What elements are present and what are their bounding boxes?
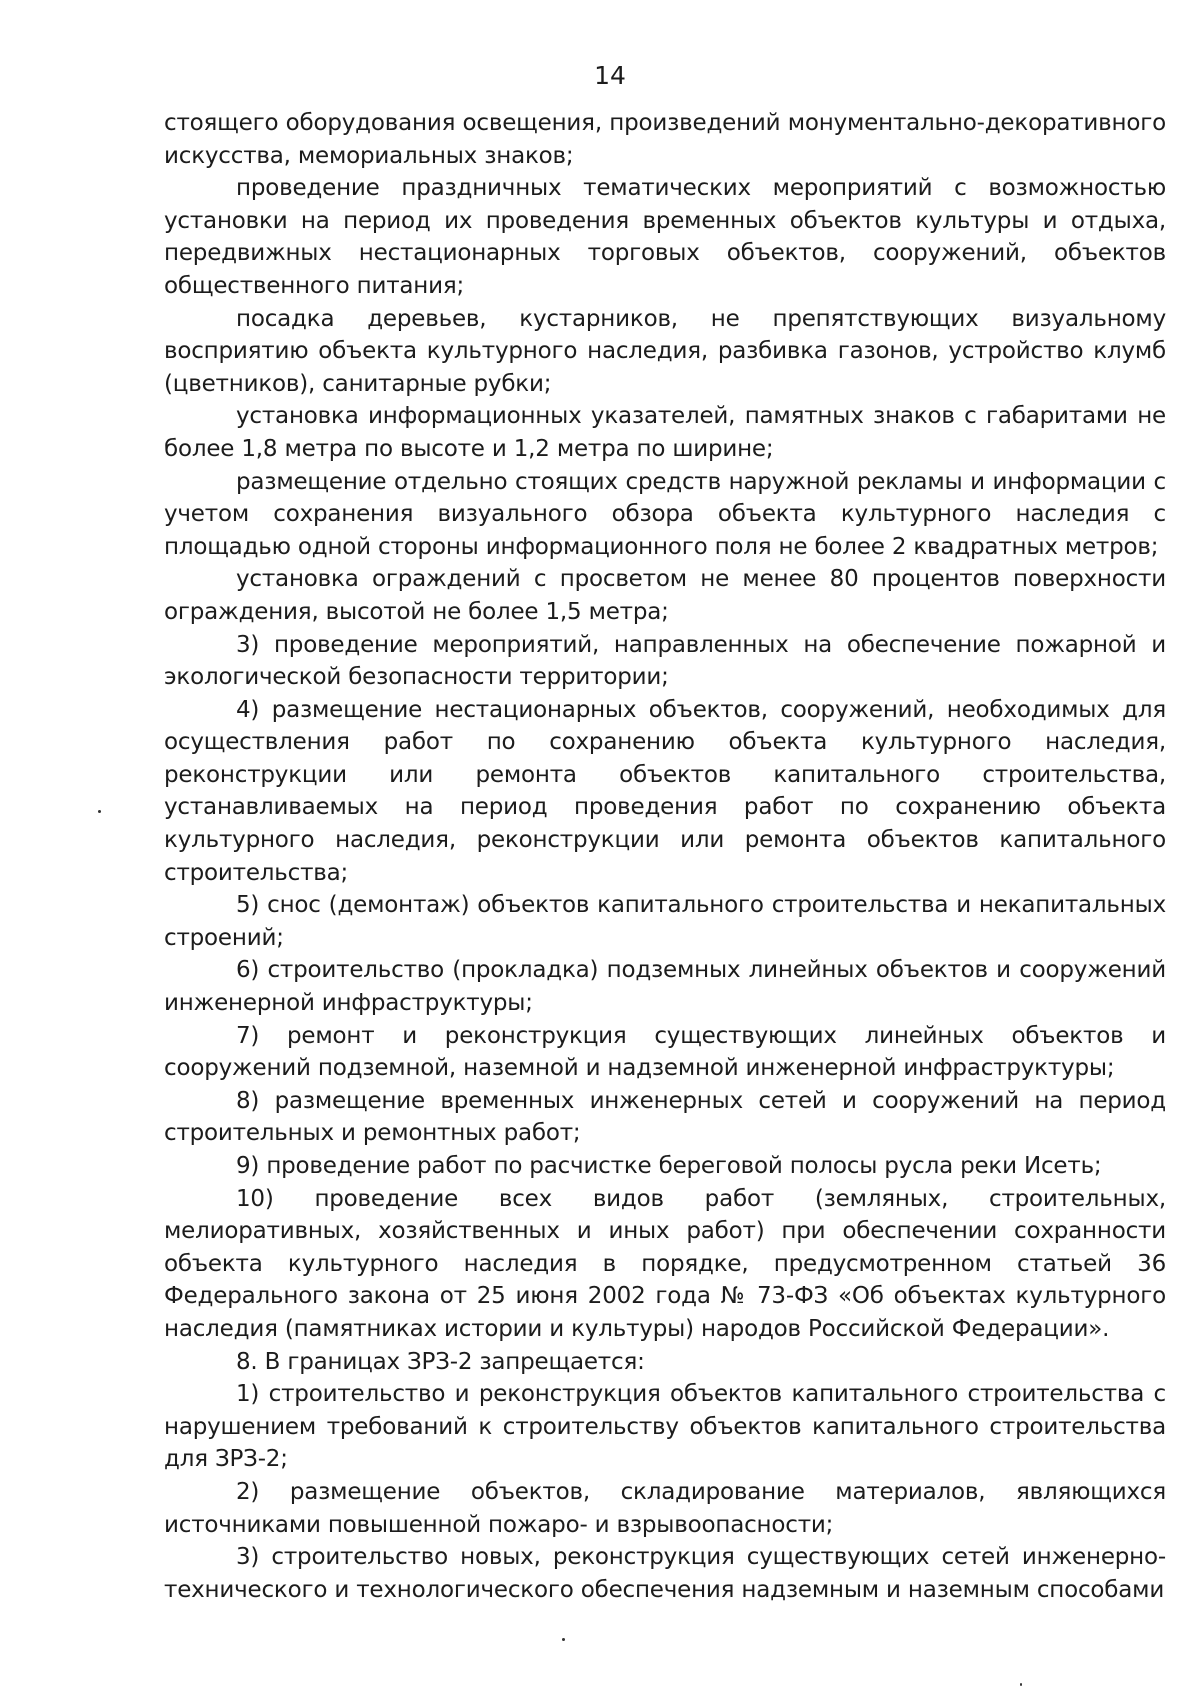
paragraph: 3) проведение мероприятий, направленных на обеспечение пожарной и экологической безопасности территории;: [164, 631, 1166, 691]
document-body: [164, 107, 1166, 1606]
paragraph: 3) строительство новых, реконструкция существующих сетей инженерно-технического и технологического обеспечения надземным и наземным способами: [164, 1544, 1166, 1603]
paragraph: 5) снос (демонтаж) объектов капитального строительства и некапитальных строений;: [164, 892, 1166, 951]
paragraph: 9) проведение работ по расчистке береговой полосы русла реки Исеть;: [236, 1153, 1102, 1179]
paragraph: 6) строительство (прокладка) подземных линейных объектов и сооружений инженерной инфраструктуры;: [164, 957, 1166, 1017]
page-number: 14: [594, 61, 626, 90]
paragraph: проведение праздничных тематических мероприятий с возможностью установки на период их проведения временных объектов культуры и отдыха, передвижных нестационарных торговых объектов, сооружений, объектов общественного питания;: [164, 175, 1166, 299]
paragraph: 8) размещение временных инженерных сетей и сооружений на период строительных и ремонтных работ;: [164, 1087, 1166, 1147]
paragraph: 2) размещение объектов, складирование материалов, являющихся источниками повышенной пожаро- и взрывоопасности;: [164, 1478, 1166, 1538]
paragraph: установка ограждений с просветом не менее 80 процентов поверхности ограждения, высотой не более 1,5 метра;: [164, 566, 1166, 625]
paragraph: 10) проведение всех видов работ (земляных, строительных, мелиоративных, хозяйственных и иных работ) при обеспечении сохранности объекта культурного наследия в порядке, предусмотренном статьей 36 Федерального закона от 25 июня 2002 года № 73-ФЗ «Об объектах культурного наследия (памятниках истории и культуры) народов Российской Федерации».: [164, 1185, 1166, 1342]
paragraph: установка информационных указателей, памятных знаков с габаритами не более 1,8 метра по высоте и 1,2 метра по ширине;: [164, 403, 1166, 462]
scan-speck: [1020, 1683, 1022, 1686]
paragraph: 1) строительство и реконструкция объектов капитального строительства с нарушением требований к строительству объектов капитального строительства для ЗРЗ-2;: [164, 1381, 1166, 1473]
scan-speck: [98, 810, 101, 813]
paragraph: 4) размещение нестационарных объектов, сооружений, необходимых для осуществления работ по сохранению объекта культурного наследия, реконструкции или ремонта объектов капитального строительства, устанавливаемых на период проведения работ по сохранению объекта культурного наследия, реконструкции или ремонта объектов капитального строительства;: [164, 696, 1166, 886]
paragraph: 7) ремонт и реконструкция существующих линейных объектов и сооружений подземной, наземной и надземной инженерной инфраструктуры;: [164, 1022, 1166, 1082]
paragraph: посадка деревьев, кустарников, не препятствующих визуальному восприятию объекта культурного наследия, разбивка газонов, устройство клумб (цветников), санитарные рубки;: [164, 305, 1166, 397]
paragraph: стоящего оборудования освещения, произведений монументально-декоративного искусства, мемориальных знаков;: [164, 110, 1166, 169]
paragraph: 8. В границах ЗРЗ-2 запрещается:: [236, 1348, 645, 1375]
paragraph: размещение отдельно стоящих средств наружной рекламы и информации с учетом сохранения визуального обзора объекта культурного наследия с площадью одной стороны информационного поля не более 2 квадратных метров;: [164, 468, 1166, 560]
scan-speck: [562, 1638, 565, 1641]
